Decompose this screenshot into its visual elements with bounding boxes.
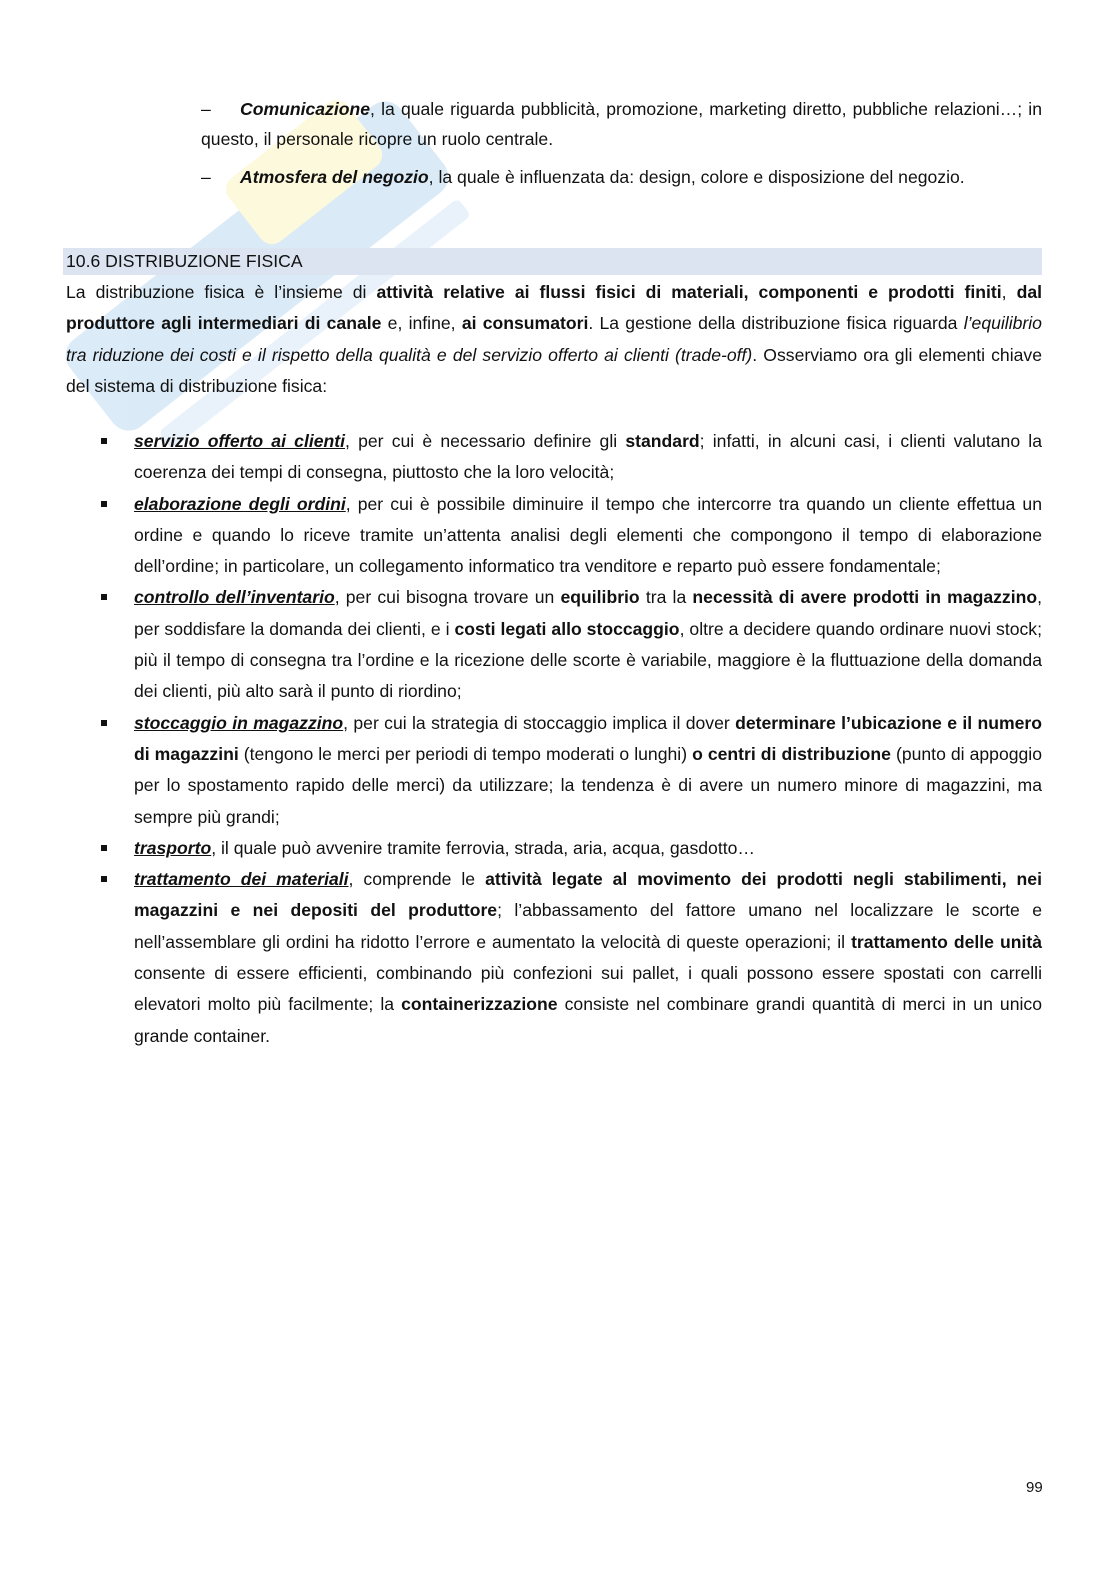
section-heading: 10.6 DISTRIBUZIONE FISICA [63, 248, 1042, 275]
text-run: , il quale può avvenire tramite ferrovia, strada, aria, acqua, gasdotto… [211, 837, 755, 858]
text-run: . La gestione della distribuzione fisica riguarda [588, 313, 964, 334]
text-run: , la quale è influenzata da: design, colore e disposizione del negozio. [428, 167, 965, 187]
list-item [66, 833, 1042, 864]
dash-marker: – [201, 167, 211, 187]
bullet-square-icon [101, 501, 107, 507]
key-elements-list [66, 426, 1042, 1052]
text-run: ; infatti, in alcuni casi, i clienti valutano la coerenza dei tempi di consegna, piuttosto che la loro velocità; [134, 431, 1042, 483]
list-item [66, 708, 1042, 833]
dash-item-comunicazione [201, 95, 1042, 154]
list-item [66, 582, 1042, 707]
term-heading: trasporto [134, 837, 212, 858]
term-heading: controllo dell’inventario [134, 587, 335, 608]
text-run: , comprende le [348, 869, 486, 890]
emphasis-text: standard [625, 431, 700, 451]
bullet-square-icon [101, 876, 107, 882]
emphasis-text: trattamento delle unità [851, 931, 1042, 952]
emphasis-text: necessità di avere prodotti in magazzino [692, 587, 1038, 608]
emphasis-text: attività legate al movimento dei prodotti negli stabilimenti, nei magazzini e nei depositi del produttore [134, 869, 1042, 921]
intro-paragraph [66, 277, 1042, 402]
emphasis-text: costi legati allo stoccaggio [454, 618, 680, 639]
text-run: (tengono le merci per periodi di tempo moderati o lunghi) [238, 743, 693, 764]
emphasis-text: l’equilibrio tra riduzione dei costi e il rispetto della qualità e del servizio offerto ai clienti (trade-off) [66, 313, 1042, 365]
emphasis-text: ai consumatori [461, 313, 589, 334]
text-run: ; l’abbassamento del fattore umano nel localizzare le scorte e nell’assemblare gli ordini ha ridotto l’errore e aumentato la velocità di queste operazioni; il [134, 900, 1042, 952]
emphasis-text: determinare l’ubicazione e il numero di magazzini [134, 712, 1042, 764]
bullet-square-icon [101, 438, 107, 444]
text-run: consiste nel combinare grandi quantità di merci in un unico grande container. [134, 994, 1042, 1046]
text-run: , per cui la strategia di stoccaggio implica il dover [343, 712, 736, 733]
term-heading: stoccaggio in magazzino [134, 712, 344, 733]
emphasis-text: Atmosfera del negozio [240, 167, 429, 187]
emphasis-text: attività relative ai flussi fisici di materiali, componenti e prodotti finiti [376, 282, 1002, 302]
text-run: , per soddisfare la domanda dei clienti, e i [134, 587, 1043, 639]
text-run: , la quale riguarda pubblicità, promozione, marketing diretto, pubbliche relazioni…; in questo, il personale ricopre un ruolo centrale. [201, 99, 1042, 149]
emphasis-text: Comunicazione [240, 99, 371, 119]
text-run: e, infine, [381, 313, 462, 334]
list-item [66, 864, 1042, 1052]
text-run: consente di essere efficienti, combinando più confezioni sui pallet, i quali possono essere spostati con carrelli elevatori molto più facilmente; la [134, 963, 1042, 1015]
bullet-square-icon [101, 845, 107, 851]
emphasis-text: o centri di distribuzione [692, 743, 891, 764]
page-number: 99 [1026, 1479, 1043, 1496]
bullet-square-icon [101, 720, 107, 726]
emphasis-text: dal produttore agli intermediari di canale [66, 282, 1042, 334]
text-run: La distribuzione fisica è l’insieme di [66, 282, 377, 302]
text-run: . Osserviamo ora gli elementi chiave del sistema di distribuzione fisica: [66, 344, 1042, 396]
list-item [66, 426, 1042, 489]
text-run: , per cui bisogna trovare un [334, 587, 561, 608]
text-run: tra la [639, 587, 693, 608]
text-run: , oltre a decidere quando ordinare nuovi stock; più il tempo di consegna tra l’ordine e la ricezione delle scorte è variabile, maggiore è la fluttuazione della domanda dei clienti, più alto sarà il punto di riordino; [134, 618, 1042, 702]
text-run: , per cui è possibile diminuire il tempo che intercorre tra quando un cliente effettua un ordine e quando lo riceve tramite un’attenta analisi degli elementi che compongono il tempo di elaborazione dell’ordine; in particolare, un collegamento informatico tra venditore e reparto può essere fondamentale; [134, 493, 1042, 577]
emphasis-text: equilibrio [560, 587, 640, 608]
text-run: , [1001, 282, 1017, 302]
term-heading: trattamento dei materiali [134, 869, 349, 890]
dash-item-atmosfera [201, 163, 1042, 193]
term-heading: servizio offerto ai clienti [134, 431, 346, 451]
dash-marker: – [201, 99, 211, 119]
emphasis-text: containerizzazione [401, 994, 558, 1015]
list-item [66, 489, 1042, 583]
term-heading: elaborazione degli ordini [134, 493, 346, 514]
bullet-square-icon [101, 594, 107, 600]
text-run: , per cui è necessario definire gli [345, 431, 626, 451]
text-run: (punto di appoggio per lo spostamento rapido delle merci) da utilizzare; la tendenza è di avere un numero minore di magazzini, ma sempre più grandi; [134, 743, 1042, 827]
